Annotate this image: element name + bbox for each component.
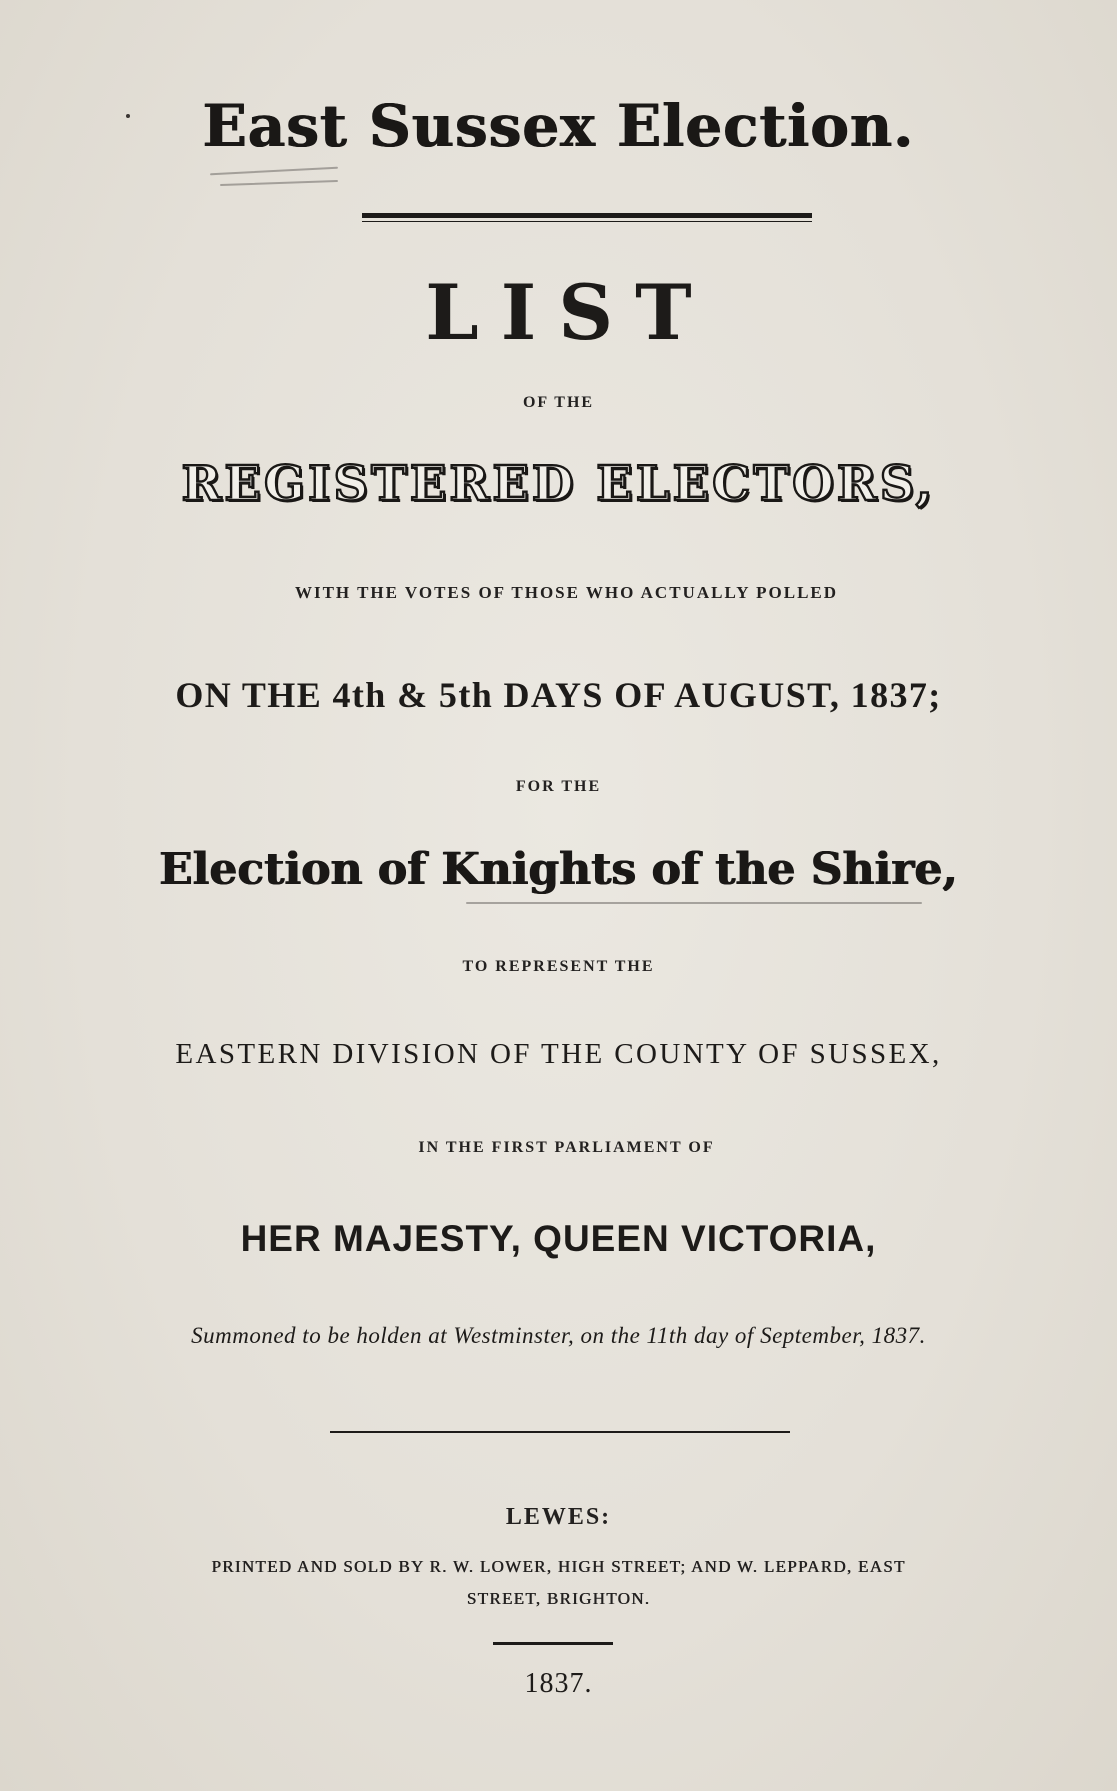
pencil-mark — [220, 180, 338, 186]
of-the-line: OF THE — [522, 394, 595, 411]
printer-line-2: STREET, BRIGHTON. — [466, 1589, 651, 1608]
registered-electors-line: REGISTERED ELECTORS, — [181, 456, 936, 512]
eastern-division-line: EASTERN DIVISION OF THE COUNTY OF SUSSEX, — [175, 1038, 942, 1070]
top-rule — [362, 213, 812, 218]
main-title: LIST — [425, 268, 714, 357]
election-heading: East Sussex Election. — [202, 92, 915, 160]
for-the-line: FOR THE — [515, 778, 602, 795]
first-parliament-line: IN THE FIRST PARLIAMENT OF — [418, 1139, 715, 1156]
election-of-knights-line: Election of Knights of the Shire, — [159, 844, 958, 895]
summoned-line: Summoned to be holden at Westminster, on the 11th day of September, 1837. — [191, 1323, 926, 1348]
top-rule-thin — [362, 221, 812, 222]
pencil-mark — [210, 167, 338, 176]
middle-rule — [330, 1431, 790, 1433]
her-majesty-line: HER MAJESTY, QUEEN VICTORIA, — [240, 1218, 877, 1259]
dates-line: ON THE 4th & 5th DAYS OF AUGUST, 1837; — [175, 675, 942, 715]
with-votes-line: WITH THE VOTES OF THOSE WHO ACTUALLY POLLED — [294, 583, 839, 602]
to-represent-line: TO REPRESENT THE — [462, 958, 655, 975]
bottom-rule — [493, 1642, 613, 1645]
printer-line-1: PRINTED AND SOLD BY R. W. LOWER, HIGH STREET; AND W. LEPPARD, EAST — [211, 1557, 906, 1576]
lewes-line: LEWES: — [505, 1504, 612, 1530]
pencil-underline — [466, 902, 922, 904]
year-line: 1837. — [524, 1668, 593, 1699]
